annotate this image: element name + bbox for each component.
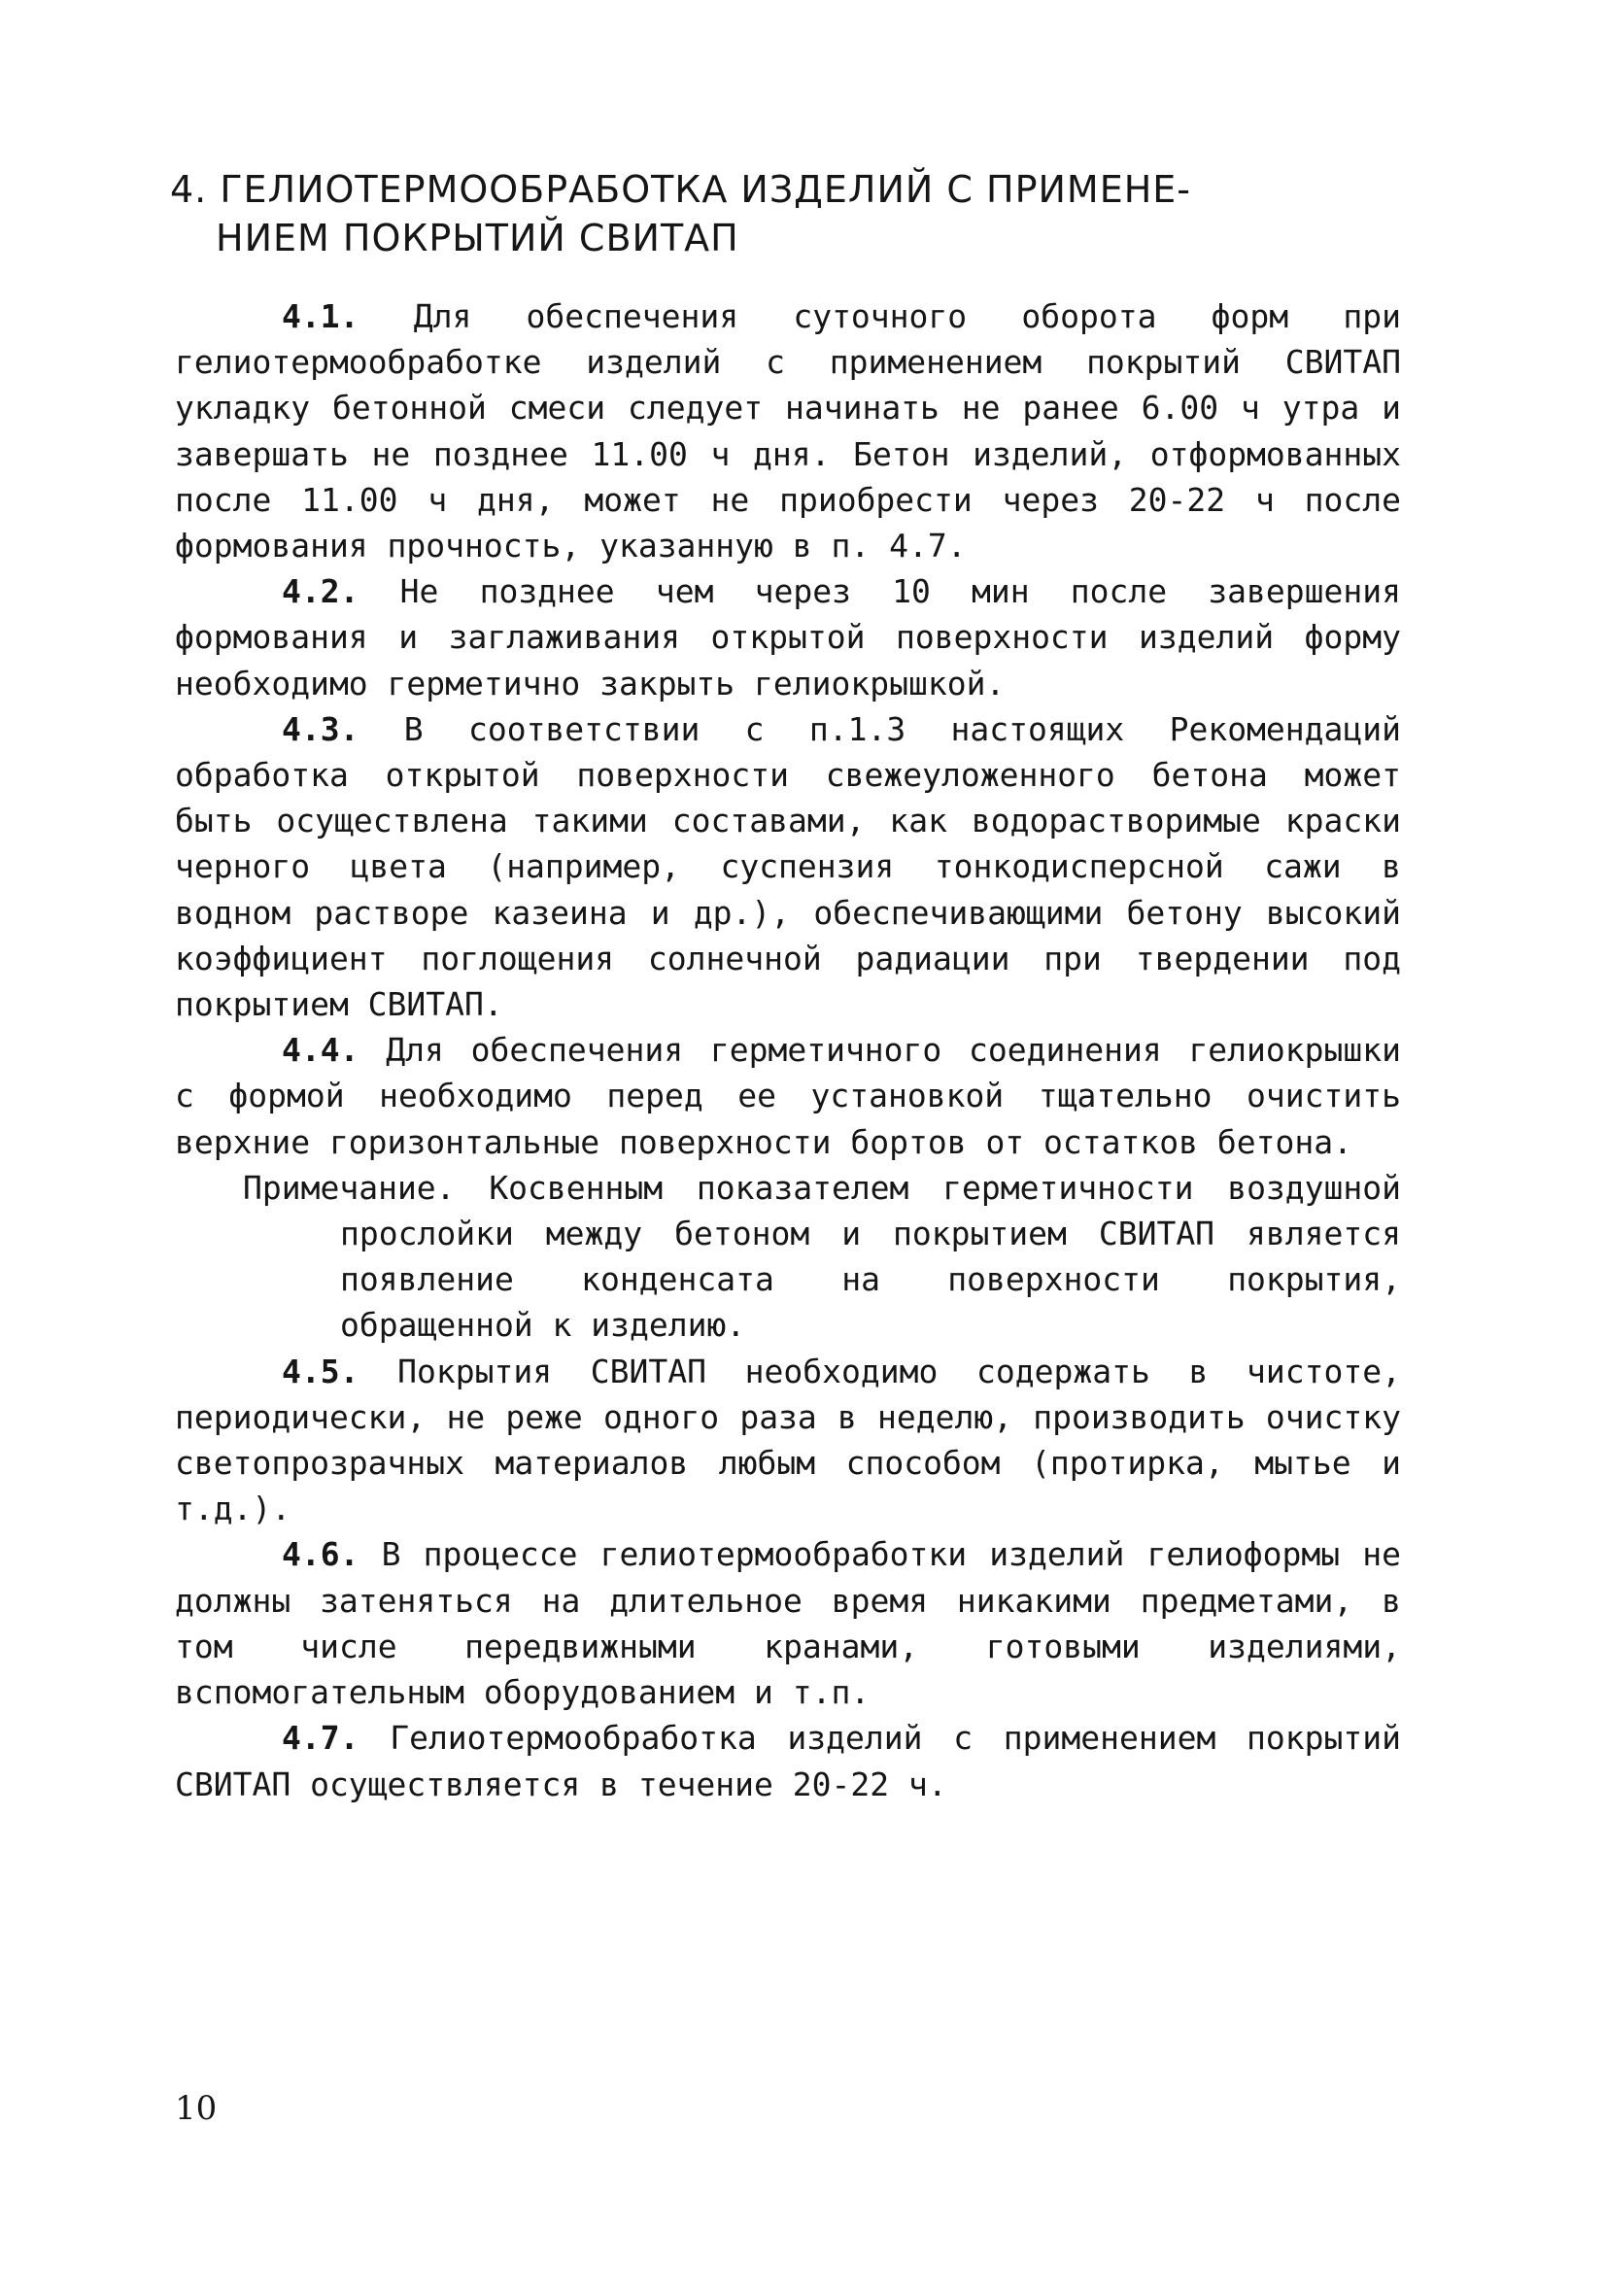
paragraph-text: Гелиотермообработка изделий с применением покрытий СВИТАП осуществляется в течение 20-22 ч. (175, 1719, 1401, 1803)
paragraph-number: 4.5. (282, 1352, 359, 1390)
section-heading-line-2: НИЕМ ПОКРЫТИЙ СВИТАП (216, 217, 739, 259)
paragraph-4-2 (175, 568, 1401, 706)
paragraph-text: В процессе гелиотермообработки изделий гелиоформы не должны затеняться на длительное время никакими предметами, в том числе передвижными кранами, готовыми изделиями, вспомогательным оборудованием и т.п. (175, 1535, 1401, 1712)
page-number: 10 (175, 2089, 218, 2128)
paragraph-4-6 (175, 1531, 1401, 1715)
section-heading (170, 165, 1433, 262)
note-text: Косвенным показателем герметичности воздушной прослойки между бетоном и покрытием СВИТАП является появление конденсата на поверхности покрытия, обращенной к изделию. (340, 1168, 1402, 1345)
paragraph-number: 4.7. (282, 1719, 359, 1758)
section-body (175, 293, 1401, 1807)
section-heading-line-1: 4. ГЕЛИОТЕРМООБРАБОТКА ИЗДЕЛИЙ С ПРИМЕНЕ- (170, 168, 1192, 211)
paragraph-4-1 (175, 293, 1401, 568)
paragraph-text: Не позднее чем через 10 мин после завершения формования и заглаживания открытой поверхности изделий форму необходимо герметично закрыть гелиокрышкой. (175, 572, 1401, 703)
paragraph-4-7 (175, 1715, 1401, 1806)
note-label: Примечание. (243, 1168, 456, 1207)
paragraph-number: 4.1. (282, 297, 359, 335)
paragraph-text: В соответствии с п.1.3 настоящих Рекомендаций обработка открытой поверхности свежеуложенного бетона может быть осуществлена такими составами, как водорастворимые краски черного цвета (например, суспензия тонкодисперсной сажи в водном растворе казеина и др.), обеспечивающими бетону высокий коэффициент поглощения солнечной радиации при твердении под покрытием СВИТАП. (175, 709, 1402, 1024)
paragraph-text: Покрытия СВИТАП необходимо содержать в чистоте, периодически, не реже одного раза в неделю, производить очистку светопрозрачных материалов любым способом (протирка, мытье и т.д.). (175, 1352, 1402, 1528)
note-block (243, 1165, 1401, 1349)
paragraph-number: 4.4. (282, 1031, 359, 1070)
paragraph-4-4 (175, 1027, 1401, 1165)
paragraph-number: 4.6. (282, 1535, 359, 1574)
paragraph-text: Для обеспечения герметичного соединения гелиокрышки с формой необходимо перед ее установкой тщательно очистить верхние горизонтальные поверхности бортов от остатков бетона. (175, 1031, 1401, 1161)
paragraph-4-5 (175, 1349, 1401, 1532)
paragraph-number: 4.2. (282, 572, 359, 611)
paragraph-4-3 (175, 706, 1401, 1027)
paragraph-text: Для обеспечения суточного оборота форм при гелиотермообработке изделий с применением покрытий СВИТАП укладку бетонной смеси следует начинать не ранее 6.00 ч утра и завершать не позднее 11.00 ч дня. Бетон изделий, отформованных после 11.00 ч дня, может не приобрести через 20-22 ч после формования прочность, указанную в п. 4.7. (175, 297, 1401, 565)
paragraph-number: 4.3. (282, 709, 359, 748)
